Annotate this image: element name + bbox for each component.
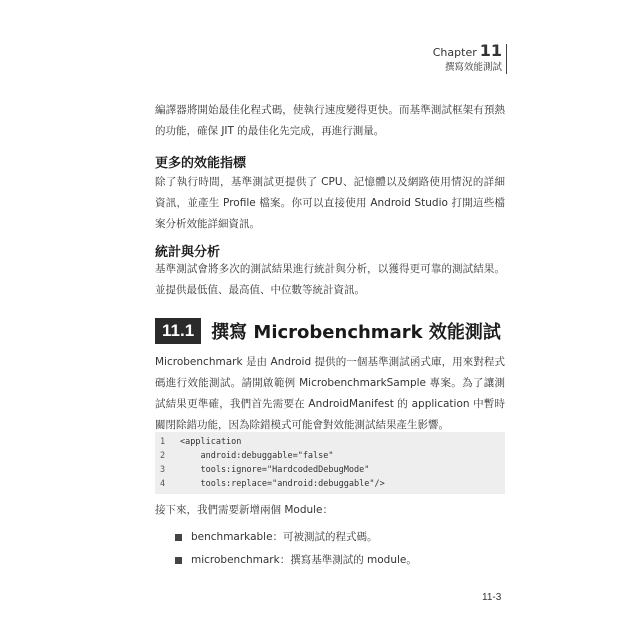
intro-paragraph: 編譯器將開始最佳化程式碼，使執行速度變得更快。而基準測試框架有預熱的功能，確保 JIT 的最佳化先完成，再進行測量。	[155, 104, 505, 137]
metrics-heading: 更多的效能指標	[155, 156, 247, 171]
list-item	[175, 549, 417, 572]
header-divider	[506, 44, 507, 74]
section-number: 11.1	[155, 318, 201, 344]
code-line	[155, 477, 505, 491]
square-bullet-icon	[175, 534, 182, 541]
after-code-paragraph: 接下來，我們需要新增兩個 Module：	[155, 504, 334, 516]
metrics-paragraph: 除了執行時間，基準測試更提供了 CPU、記憶體以及網路使用情況的詳細資訊，並產生 Profile 檔案。你可以直接使用 Android Studio 打開這些檔案分析效能詳細資訊。	[155, 176, 505, 230]
chapter-header	[432, 41, 502, 74]
bullet-list	[175, 526, 417, 572]
code-line	[155, 435, 505, 449]
code-text: android:debuggable="false"	[180, 451, 334, 461]
stats-heading: 統計與分析	[155, 245, 221, 260]
code-text: tools:replace="android:debuggable"/>	[180, 479, 385, 489]
chapter-label-line	[432, 41, 502, 60]
section-heading	[155, 318, 501, 344]
list-item-text: benchmarkable：可被測試的程式碼。	[191, 531, 378, 543]
line-number: 3	[160, 465, 166, 475]
code-text: tools:ignore="HardcodedDebugMode"	[180, 465, 370, 475]
chapter-label: Chapter	[432, 46, 477, 59]
section-paragraph: Microbenchmark 是由 Android 提供的一個基準測試函式庫，用來對程式碼進行效能測試。請開啟範例 MicrobenchmarkSample 專案。為了讓測試結果更準確，我們首先需要在 AndroidManifest 的 application 中暫時關閉除錯功能，因為除錯模式可能會對效能測試結果產生影響。	[155, 356, 505, 431]
code-text: <application	[180, 437, 242, 447]
chapter-number: 11	[479, 41, 502, 60]
line-number: 2	[160, 451, 166, 461]
section-title: 撰寫 Microbenchmark 效能測試	[211, 322, 501, 343]
list-item	[175, 526, 417, 549]
code-line	[155, 449, 505, 463]
line-number: 1	[160, 437, 166, 447]
stats-paragraph: 基準測試會將多次的測試結果進行統計與分析，以獲得更可靠的測試結果。並提供最低值、最高值、中位數等統計資訊。	[155, 263, 505, 296]
code-block	[155, 432, 505, 494]
list-item-text: microbenchmark：撰寫基準測試的 module。	[191, 554, 417, 566]
chapter-title: 撰寫效能測試	[444, 62, 502, 73]
line-number: 4	[160, 479, 166, 489]
square-bullet-icon	[175, 557, 182, 564]
page-number: 11-3	[482, 592, 502, 603]
code-line	[155, 463, 505, 477]
